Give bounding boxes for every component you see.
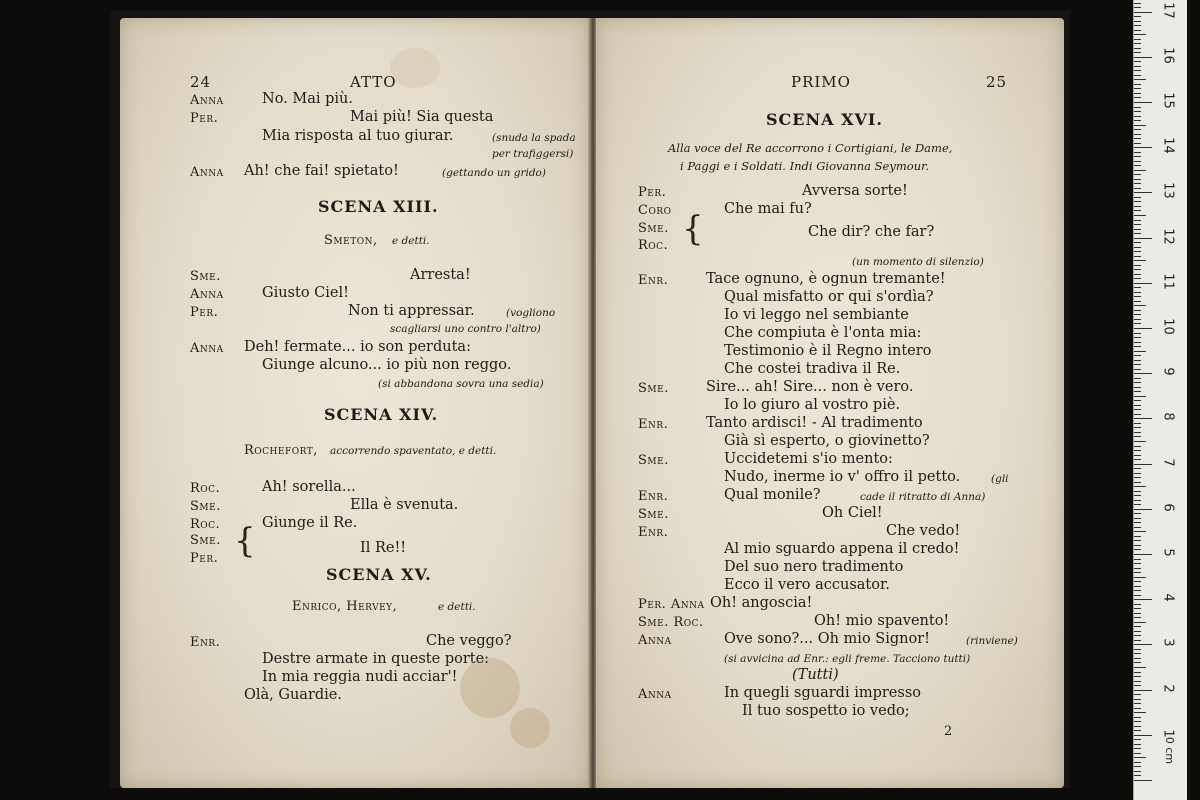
ruler-tick <box>1134 283 1152 284</box>
ruler-tick <box>1134 170 1146 171</box>
ruler-tick <box>1134 251 1141 252</box>
verse-line: Ove sono?... Oh mio Signor! <box>724 631 930 647</box>
ruler-tick <box>1134 351 1146 352</box>
ruler-tick <box>1134 120 1141 121</box>
verse-line: Mai più! Sia questa <box>350 109 494 125</box>
ruler-tick <box>1134 369 1141 370</box>
speaker: Sme. <box>190 499 221 514</box>
ruler-tick <box>1134 644 1152 645</box>
ruler-number: 1 <box>1160 729 1176 738</box>
speaker: Anna <box>190 341 224 356</box>
ruler-tick <box>1134 613 1141 614</box>
ruler-tick <box>1134 653 1141 654</box>
ruler-tick <box>1134 536 1141 537</box>
speaker: Roc. <box>190 481 221 496</box>
ruler-tick <box>1134 378 1141 379</box>
speaker: Anna <box>190 93 224 108</box>
signature-mark: 2 <box>944 724 953 739</box>
ruler-tick <box>1134 405 1141 406</box>
ruler-tick <box>1134 468 1141 469</box>
ruler-tick <box>1134 355 1141 356</box>
open-book <box>110 10 1070 788</box>
ruler-tick <box>1134 631 1141 632</box>
speaker: Per. <box>638 185 667 200</box>
ruler-tick <box>1134 766 1141 767</box>
ruler-tick <box>1134 595 1141 596</box>
verse-line: Oh! mio spavento! <box>814 613 950 629</box>
speaker: Enr. <box>638 489 669 504</box>
ruler-tick <box>1134 287 1141 288</box>
ruler-tick <box>1134 102 1152 103</box>
ruler-tick <box>1134 577 1146 578</box>
ruler-tick <box>1134 25 1141 26</box>
ruler-tick <box>1134 143 1141 144</box>
speaker: Sme. Roc. <box>638 615 704 630</box>
ruler-tick <box>1134 138 1141 139</box>
ruler-tick <box>1134 744 1141 745</box>
scene-title: SCENA XVI. <box>766 110 883 129</box>
speaker: Per. Anna <box>638 597 705 612</box>
ruler-tick <box>1134 522 1141 523</box>
ruler-tick <box>1134 337 1141 338</box>
ruler-tick <box>1134 156 1141 157</box>
ruler-tick <box>1134 165 1141 166</box>
ruler-tick <box>1134 649 1141 650</box>
ruler-tick <box>1134 242 1141 243</box>
speaker: Anna <box>190 165 224 180</box>
verse-line: Ah! sorella... <box>262 479 356 495</box>
ruler-tick <box>1134 482 1141 483</box>
ruler-tick <box>1134 730 1141 731</box>
verse-line: Ella è svenuta. <box>350 497 459 513</box>
ruler-tick <box>1134 676 1141 677</box>
speaker: Sme. <box>638 381 669 396</box>
verse-line: Mia risposta al tuo giurar. <box>262 128 454 144</box>
scene-title: SCENA XIII. <box>318 197 439 216</box>
ruler-tick <box>1134 554 1152 555</box>
ruler-tick <box>1134 373 1152 374</box>
ruler-tick <box>1134 296 1141 297</box>
verse-line: Giusto Ciel! <box>262 285 349 301</box>
speaker: Coro <box>638 203 672 218</box>
ruler-tick <box>1134 61 1141 62</box>
ruler-number: 16 <box>1160 47 1176 64</box>
ruler-tick <box>1134 690 1152 691</box>
ruler-tick <box>1134 301 1141 302</box>
stage-direction: cade il ritratto di Anna) <box>860 491 986 503</box>
ruler-tick <box>1134 323 1141 324</box>
verse-line: Tanto ardisci! - Al tradimento <box>706 415 923 431</box>
ruler-tick <box>1134 717 1141 718</box>
ruler-tick <box>1134 229 1141 230</box>
ruler-tick <box>1134 111 1141 112</box>
ruler-number: 8 <box>1160 412 1176 422</box>
ruler-tick <box>1134 446 1141 447</box>
ruler-tick <box>1134 210 1141 211</box>
ruler-tick <box>1134 604 1141 605</box>
ruler-tick <box>1134 672 1141 673</box>
verse-line: Non ti appressar. <box>348 303 475 319</box>
ruler-tick <box>1134 215 1146 216</box>
speaker: Anna <box>638 687 672 702</box>
verse-line: In mia reggia nudi acciar'! <box>262 669 458 685</box>
speaker: Roc. <box>190 517 221 532</box>
ruler-tick <box>1134 16 1141 17</box>
ruler-tick <box>1134 233 1141 234</box>
ruler-number: 3 <box>1160 638 1176 648</box>
stage-direction: per trafiggersi) <box>492 148 574 160</box>
ruler-tick <box>1134 30 1141 31</box>
ruler-tick <box>1134 771 1141 772</box>
ruler-tick <box>1134 79 1146 80</box>
ruler-tick <box>1134 726 1141 727</box>
brace: { <box>234 521 256 561</box>
ruler-tick <box>1134 97 1141 98</box>
ruler-number: 6 <box>1160 503 1176 512</box>
speaker: Anna <box>190 287 224 302</box>
verse-line: (Tutti) <box>792 667 839 683</box>
ruler-tick <box>1134 278 1141 279</box>
ruler-tick <box>1134 753 1141 754</box>
ruler-tick <box>1134 66 1141 67</box>
running-head: ATTO <box>350 73 397 91</box>
speaker: Enr. <box>638 525 669 540</box>
ruler-tick <box>1134 220 1141 221</box>
speaker: Per. <box>190 111 219 126</box>
ruler-tick <box>1134 549 1141 550</box>
ruler-tick <box>1134 179 1141 180</box>
ruler-tick <box>1134 333 1141 334</box>
ruler-tick <box>1134 12 1152 13</box>
ruler-number: 5 <box>1160 548 1176 557</box>
ruler-tick <box>1134 491 1141 492</box>
ruler-tick <box>1134 509 1152 510</box>
ruler-tick <box>1134 152 1141 153</box>
ruler-tick <box>1134 540 1141 541</box>
ruler-tick <box>1134 662 1141 663</box>
ruler-tick <box>1134 328 1152 329</box>
scene-intro: i Paggi e i Soldati. Indi Giovanna Seymour. <box>680 159 929 173</box>
ruler-number: 11 <box>1160 273 1176 290</box>
speaker: Sme. <box>190 533 221 548</box>
ruler-tick <box>1134 667 1146 668</box>
ruler-tick <box>1134 260 1146 261</box>
ruler-tick <box>1134 400 1141 401</box>
ruler-tick <box>1134 88 1141 89</box>
ruler-tick <box>1134 635 1141 636</box>
speaker: Per. <box>190 305 219 320</box>
verse-line: Oh! angoscia! <box>710 595 813 611</box>
ruler-tick <box>1134 762 1141 763</box>
ruler-unit: 0 cm <box>1163 736 1177 765</box>
ruler-tick <box>1134 129 1141 130</box>
scene-intro: Alla voce del Re accorrono i Cortigiani, le Dame, <box>668 141 953 155</box>
verse-line: Che dir? che far? <box>808 224 935 240</box>
ruler-tick <box>1134 360 1141 361</box>
ruler-tick <box>1134 500 1141 501</box>
ruler-tick <box>1134 590 1141 591</box>
scene-persons-note: accorrendo spaventato, e detti. <box>330 445 497 457</box>
ruler-tick <box>1134 310 1141 311</box>
scene-persons-note: e detti. <box>438 601 476 613</box>
verse-line: In quegli sguardi impresso <box>724 685 922 701</box>
verse-line: Deh! fermate... io son perduta: <box>244 339 471 355</box>
speaker: Sme. <box>638 453 669 468</box>
scene-persons: Smeton, <box>324 233 378 248</box>
ruler-tick <box>1134 206 1141 207</box>
ruler-number: 7 <box>1160 457 1176 467</box>
ruler-tick <box>1134 608 1141 609</box>
verse-line: Giunge alcuno... io più non reggo. <box>262 357 512 373</box>
verse-line: Oh Ciel! <box>822 505 883 521</box>
stage-direction: (snuda la spada <box>492 132 576 144</box>
ruler-number: 13 <box>1160 182 1176 200</box>
ruler-tick <box>1134 568 1141 569</box>
ruler-tick <box>1134 274 1141 275</box>
scene-title: SCENA XIV. <box>324 405 439 424</box>
ruler-tick <box>1134 455 1141 456</box>
ruler-tick <box>1134 423 1141 424</box>
page-number: 24 <box>190 73 212 91</box>
verse-line: Del suo nero tradimento <box>724 559 904 575</box>
ruler-tick <box>1134 436 1141 437</box>
ruler-tick <box>1134 513 1141 514</box>
brace: { <box>682 209 704 249</box>
ruler-tick <box>1134 134 1141 135</box>
speaker: Anna <box>638 633 672 648</box>
running-head: PRIMO <box>791 73 851 91</box>
ruler-tick <box>1134 34 1146 35</box>
scene-persons: Enrico, Hervey, <box>292 599 398 614</box>
verse-line: Destre armate in queste porte: <box>262 651 490 667</box>
ruler-tick <box>1134 640 1141 641</box>
ruler-tick <box>1134 617 1141 618</box>
verse-line: No. Mai più. <box>262 91 353 107</box>
scene-persons: Rochefort, <box>244 443 318 458</box>
right-page <box>596 18 1064 788</box>
ruler-tick <box>1134 197 1141 198</box>
ruler-tick <box>1134 748 1141 749</box>
ruler-tick <box>1134 504 1141 505</box>
ruler-tick <box>1134 757 1146 758</box>
ruler-tick <box>1134 396 1146 397</box>
ruler-tick <box>1134 3 1141 4</box>
stage-direction: scagliarsi uno contro l'altro) <box>390 323 541 335</box>
ruler-tick <box>1134 161 1141 162</box>
verse-line: Uccidetemi s'io mento: <box>724 451 893 467</box>
ruler-tick <box>1134 269 1141 270</box>
verse-line: Nudo, inerme io v' offro il petto. <box>724 469 961 485</box>
speaker: Per. <box>190 551 219 566</box>
left-page <box>120 18 590 788</box>
ruler-tick <box>1134 685 1141 686</box>
ruler-tick <box>1134 495 1141 496</box>
ruler-tick <box>1134 450 1141 451</box>
ruler-tick <box>1134 427 1141 428</box>
verse-line: Io vi leggo nel sembiante <box>724 307 909 323</box>
ruler-tick <box>1134 658 1141 659</box>
ruler-tick <box>1134 70 1141 71</box>
verse-line: Testimonio è il Regno intero <box>724 343 932 359</box>
ruler-tick <box>1134 43 1141 44</box>
ruler-tick <box>1134 531 1146 532</box>
ruler-number: 12 <box>1160 227 1176 245</box>
ruler-tick <box>1134 84 1141 85</box>
ruler-tick <box>1134 7 1141 8</box>
ruler-tick <box>1134 391 1141 392</box>
ruler-tick <box>1134 559 1141 560</box>
ruler-tick <box>1134 586 1141 587</box>
ruler-tick <box>1134 364 1141 365</box>
ruler-tick <box>1134 626 1141 627</box>
speaker: Roc. <box>638 238 669 253</box>
ruler-tick <box>1134 346 1141 347</box>
speaker: Enr. <box>638 417 669 432</box>
verse-line: Che compiuta è l'onta mia: <box>724 325 922 341</box>
ruler-tick <box>1134 342 1141 343</box>
speaker: Enr. <box>638 273 669 288</box>
ruler-tick <box>1134 192 1152 193</box>
ruler-number: 9 <box>1160 367 1176 376</box>
verse-line: Che costei tradiva il Re. <box>724 361 901 377</box>
ruler-tick <box>1134 681 1141 682</box>
ruler-tick <box>1134 107 1141 108</box>
ruler-tick <box>1134 572 1141 573</box>
ruler-tick <box>1134 459 1141 460</box>
ruler-tick <box>1134 21 1141 22</box>
ruler-tick <box>1134 473 1141 474</box>
ruler-tick <box>1134 319 1141 320</box>
stage-direction: (gettando un grido) <box>442 167 546 179</box>
verse-line: Qual misfatto or qui s'ordìa? <box>724 289 934 305</box>
page-number: 25 <box>986 73 1008 91</box>
ruler-tick <box>1134 441 1146 442</box>
verse-line: Arresta! <box>410 267 471 283</box>
ruler-tick <box>1134 477 1141 478</box>
measuring-ruler <box>1133 0 1187 800</box>
ruler-tick <box>1134 387 1141 388</box>
scene-title: SCENA XV. <box>326 565 432 584</box>
ruler-number: 17 <box>1160 1 1176 19</box>
ruler-tick <box>1134 147 1152 148</box>
speaker: Enr. <box>190 635 221 650</box>
ruler-tick <box>1134 224 1141 225</box>
ruler-tick <box>1134 305 1146 306</box>
verse-line: Al mio sguardo appena il credo! <box>724 541 960 557</box>
verse-line: Giunge il Re. <box>262 515 358 531</box>
ruler-number: 4 <box>1160 593 1176 602</box>
stage-direction: (si avvicina ad Enr.: egli freme. Tacciono tutti) <box>724 653 971 665</box>
verse-line: Il Re!! <box>360 540 407 556</box>
ruler-tick <box>1134 563 1141 564</box>
verse-line: Io lo giuro al vostro piè. <box>724 397 901 413</box>
ruler-tick <box>1134 201 1141 202</box>
verse-line: Olà, Guardie. <box>244 687 342 703</box>
ruler-tick <box>1134 545 1141 546</box>
ruler-tick <box>1134 599 1152 600</box>
ruler-tick <box>1134 382 1141 383</box>
ruler-tick <box>1134 735 1152 736</box>
verse-line: Già sì esperto, o giovinetto? <box>724 433 930 449</box>
ruler-tick <box>1134 712 1146 713</box>
ruler-tick <box>1134 256 1141 257</box>
ruler-tick <box>1134 518 1141 519</box>
ruler-tick <box>1134 708 1141 709</box>
ruler-tick <box>1134 780 1152 781</box>
ruler-tick <box>1134 486 1146 487</box>
verse-line: Qual monile? <box>724 487 821 503</box>
ruler-tick <box>1134 432 1141 433</box>
verse-line: Che veggo? <box>426 633 512 649</box>
ruler-tick <box>1134 93 1141 94</box>
speaker: Sme. <box>190 269 221 284</box>
verse-line: Sire... ah! Sire... non è vero. <box>706 379 914 395</box>
ruler-tick <box>1134 188 1141 189</box>
ruler-number: 14 <box>1160 137 1176 154</box>
ruler-tick <box>1134 183 1141 184</box>
ruler-tick <box>1134 238 1152 239</box>
ruler-tick <box>1134 57 1152 58</box>
stage-direction: (rinviene) <box>966 635 1018 647</box>
ruler-tick <box>1134 48 1141 49</box>
speaker: Sme. <box>638 221 669 236</box>
verse-line: Che vedo! <box>886 523 961 539</box>
ruler-number: 2 <box>1160 683 1176 693</box>
ruler-tick <box>1134 739 1141 740</box>
verse-line: Il tuo sospetto io vedo; <box>742 703 910 719</box>
stage-direction: (si abbandona sovra una sedia) <box>378 378 544 390</box>
ruler-tick <box>1134 418 1152 419</box>
ruler-tick <box>1134 721 1141 722</box>
verse-line: Avversa sorte! <box>802 183 908 199</box>
scene-persons-note: e detti. <box>392 235 430 247</box>
ruler-tick <box>1134 414 1141 415</box>
ruler-tick <box>1134 174 1141 175</box>
ruler-tick <box>1134 52 1141 53</box>
ruler-tick <box>1134 703 1141 704</box>
ruler-tick <box>1134 125 1146 126</box>
ruler-tick <box>1134 622 1146 623</box>
speaker: Sme. <box>638 507 669 522</box>
ruler-tick <box>1134 409 1141 410</box>
ruler-tick <box>1134 39 1141 40</box>
ruler-tick <box>1134 527 1141 528</box>
ruler-tick <box>1134 75 1141 76</box>
ruler-tick <box>1134 464 1152 465</box>
ruler-tick <box>1134 694 1141 695</box>
ruler-tick <box>1134 292 1141 293</box>
ruler-tick <box>1134 116 1141 117</box>
ruler-tick <box>1134 314 1141 315</box>
ruler-tick <box>1134 775 1141 776</box>
ruler-tick <box>1134 699 1141 700</box>
stage-direction: (vogliono <box>506 307 556 319</box>
ruler-number: 15 <box>1160 92 1176 109</box>
stage-direction: (un momento di silenzio) <box>852 256 984 268</box>
ruler-number: 10 <box>1160 318 1176 335</box>
ruler-tick <box>1134 581 1141 582</box>
verse-line: Che mai fu? <box>724 201 812 217</box>
verse-line: Tace ognuno, è ognun tremante! <box>706 271 946 287</box>
stage-direction: (gli <box>991 473 1009 485</box>
ruler-tick <box>1134 247 1141 248</box>
verse-line: Ecco il vero accusator. <box>724 577 890 593</box>
verse-line: Ah! che fai! spietato! <box>244 163 399 179</box>
ruler-tick <box>1134 265 1141 266</box>
